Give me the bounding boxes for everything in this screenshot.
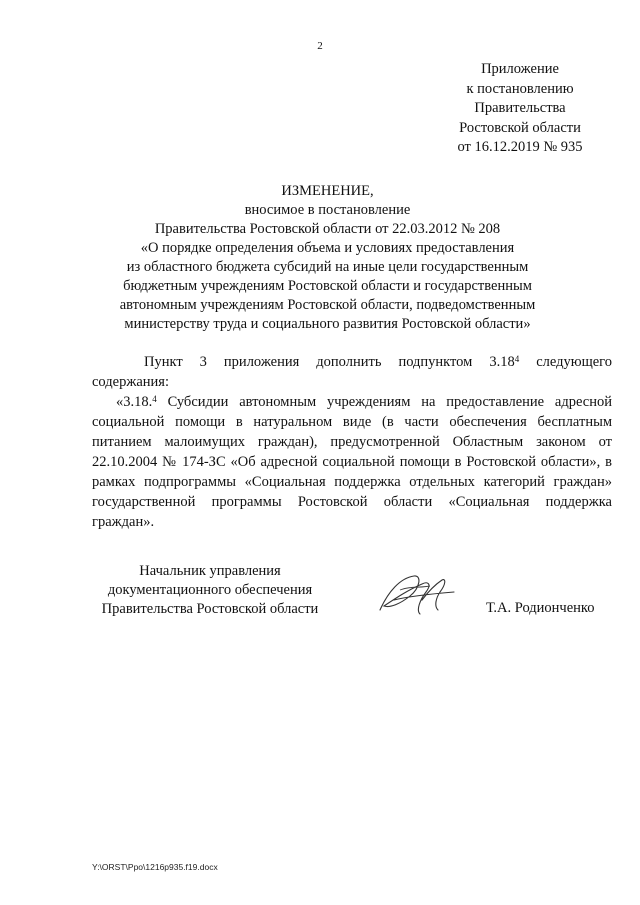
document-heading <box>90 182 565 334</box>
page-number: 2 <box>317 40 323 52</box>
heading-line: вносимое в постановление <box>244 202 411 218</box>
quote-text: Субсидии автономным учреждениям на предоставление адресной социальной помощи в натуральном виде (в части обеспечения бесплатным питанием малоимущих граждан), предусмотренной Областным законом от 22.10.2004 № 174-ЗС «Об адресной социальной помощи в Ростовской области», в рамках подпрограммы «Социальная поддержка отдельных категорий граждан» государственной программы Ростовской области «Социальная поддержка граждан». <box>92 394 612 530</box>
handwritten-signature <box>370 570 460 620</box>
signer-name: Т.А. Родионченко <box>486 600 595 616</box>
heading-line: министерству труда и социального развития Ростовской области» <box>124 316 531 332</box>
appendix-line: к постановлению <box>466 80 574 97</box>
signer-line: Правительства Ростовской области <box>101 601 319 617</box>
appendix-line: Правительства <box>474 100 566 116</box>
appendix-line: от 16.12.2019 № 935 <box>457 139 583 155</box>
intro-word: Пункт 3 <box>144 354 207 370</box>
superscript: 4 <box>152 394 157 404</box>
heading-title: ИЗМЕНЕНИЕ, <box>281 183 374 199</box>
heading-line: бюджетным учреждениям Ростовской области и государственным <box>123 278 532 294</box>
heading-line: автономным учреждениям Ростовской области, подведомственным <box>119 297 536 313</box>
intro-word: подпунктом 3.18$^4$ <box>398 354 520 370</box>
quote-start: «3.18. <box>116 394 153 410</box>
heading-line: «О порядке определения объема и условиях предоставления <box>140 240 515 256</box>
document-body <box>92 352 612 532</box>
file-path: Y:\ORST\Ppo\1216p935.f19.docx <box>92 862 218 872</box>
appendix-block <box>420 60 620 158</box>
heading-line: Правительства Ростовской области от 22.03.2012 № 208 <box>154 221 501 237</box>
signer-position <box>90 562 330 619</box>
intro-word: приложения <box>223 354 300 370</box>
heading-line: из областного бюджета субсидий на иные цели государственным <box>126 259 529 275</box>
appendix-line: Ростовской области <box>459 119 581 136</box>
superscript: 4 <box>514 354 520 364</box>
intro-paragraph <box>92 352 612 372</box>
intro-word: следующего <box>536 354 613 370</box>
intro-word: дополнить <box>316 354 382 370</box>
signer-line: Начальник управления <box>139 563 281 579</box>
appendix-line: Приложение <box>481 61 559 77</box>
quote-paragraph <box>92 392 612 532</box>
intro-end: содержания: <box>92 374 170 390</box>
signer-line: документационного обеспечения <box>107 582 313 598</box>
